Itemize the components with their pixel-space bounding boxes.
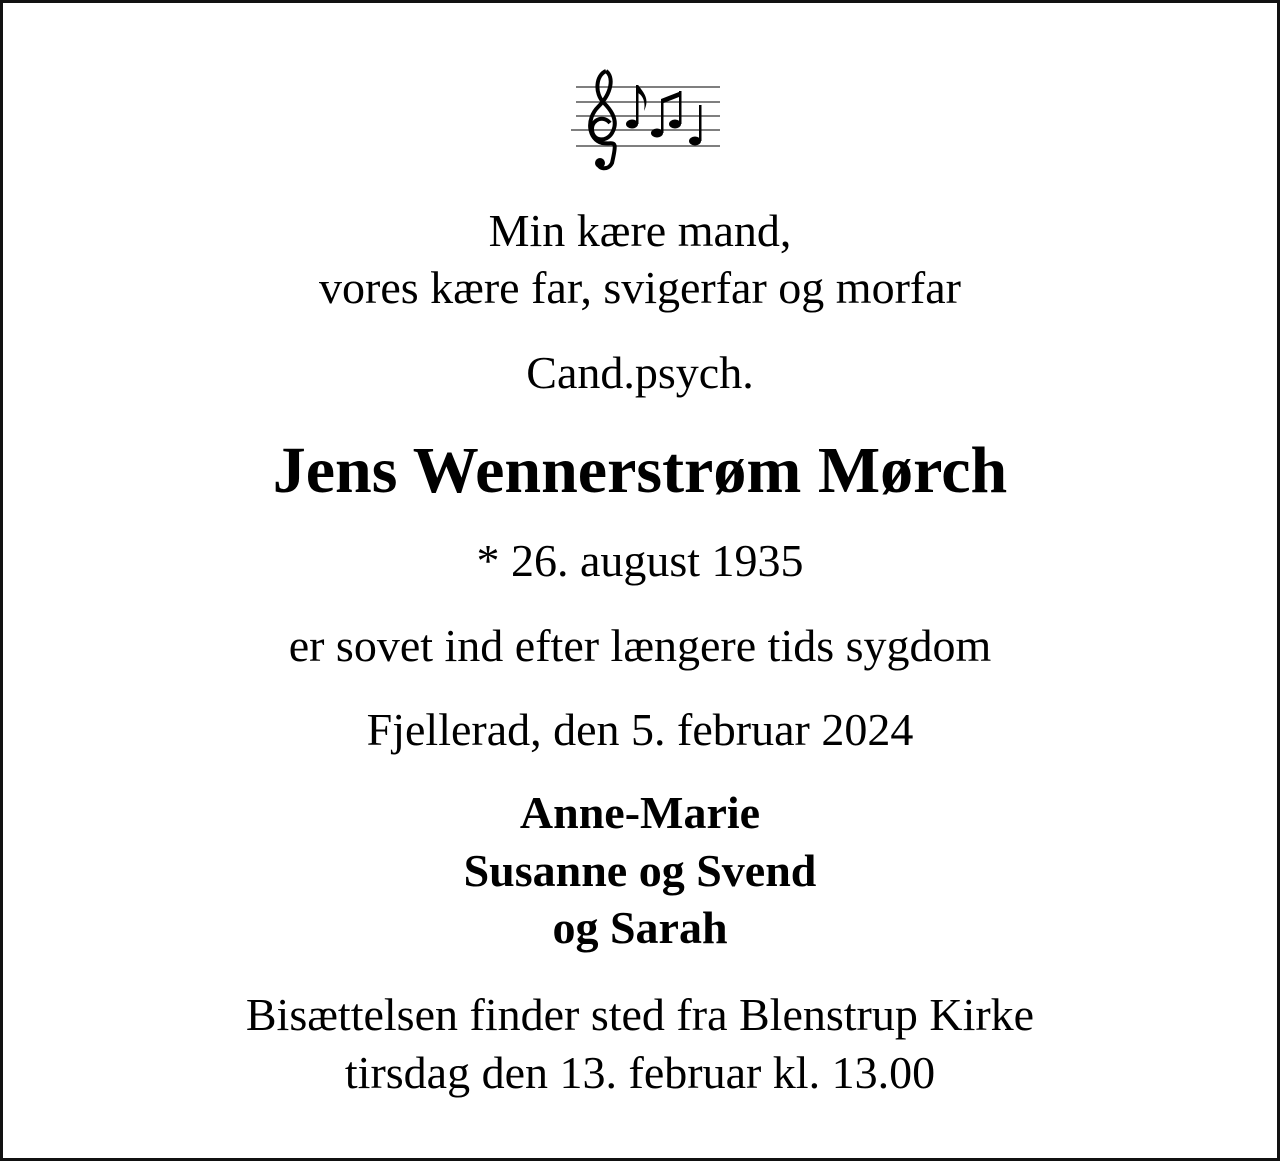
deceased-name: Jens Wennerstrøm Mørch bbox=[272, 434, 1008, 507]
family-member: Susanne og Svend bbox=[463, 845, 817, 896]
intro-line-2: vores kære far, svigerfar og morfar bbox=[319, 262, 961, 313]
place-date: Fjellerad, den 5. februar 2024 bbox=[366, 704, 914, 755]
title-text: Cand.psych. bbox=[526, 347, 754, 398]
funeral-line-1: Bisættelsen finder sted fra Blenstrup Kirke bbox=[245, 989, 1035, 1040]
family-member: Anne-Marie bbox=[519, 787, 761, 838]
intro-line-1: Min kære mand, bbox=[488, 205, 792, 256]
family-member: og Sarah bbox=[552, 902, 728, 953]
funeral-line-2: tirsdag den 13. februar kl. 13.00 bbox=[344, 1047, 936, 1098]
music-notes-staff-icon bbox=[568, 63, 723, 173]
message-text: er sovet ind efter længere tids sygdom bbox=[288, 620, 992, 671]
birth-date: * 26. august 1935 bbox=[476, 535, 804, 586]
